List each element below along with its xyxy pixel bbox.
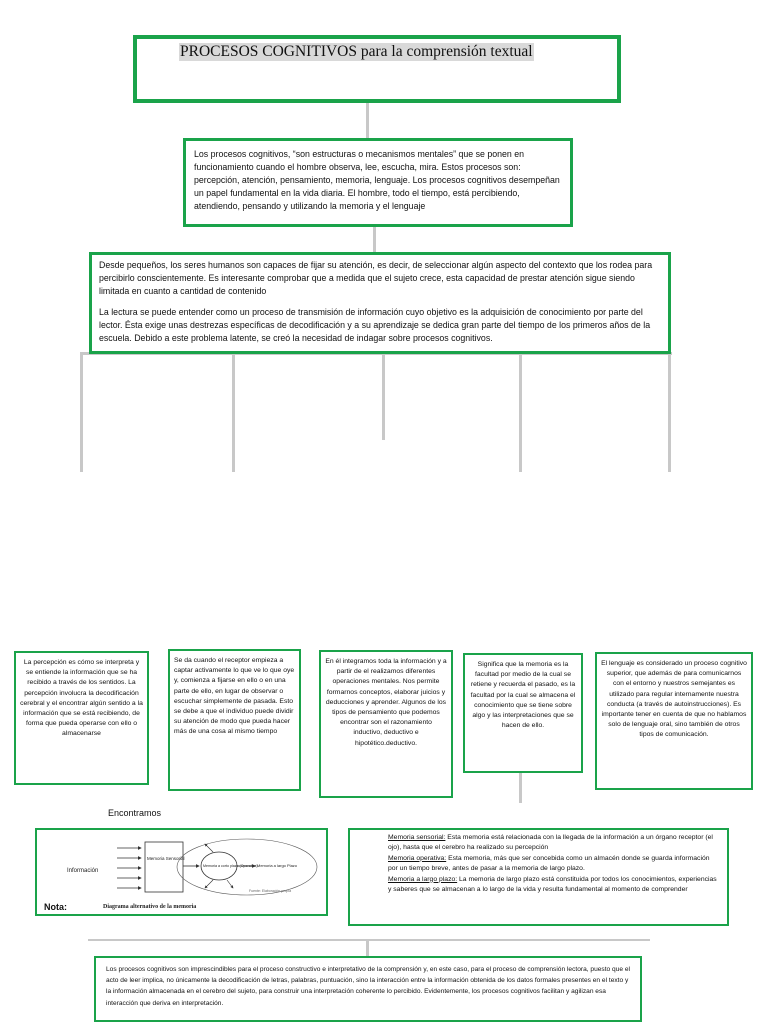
connector-branch-1 xyxy=(80,352,83,472)
connector-bottom-vertical xyxy=(366,939,369,956)
intro-box xyxy=(183,138,573,227)
memory-diagram-box xyxy=(35,828,328,916)
connector-branch-5 xyxy=(668,352,671,472)
perception-box xyxy=(14,651,149,785)
thought-box xyxy=(319,650,453,798)
memory-desc-operativa: Esta memoria, más que ser concebida como un almacén donde se guarda información por un tiempo breve, antes de pasar a la memoria de largo plazo. xyxy=(388,854,710,873)
page-title: PROCESOS COGNITIVOS para la comprensión textual xyxy=(180,43,533,60)
attention-box xyxy=(168,649,301,791)
memory-concept-box xyxy=(463,653,583,773)
connector-memory xyxy=(519,773,522,803)
memory-types-box xyxy=(348,828,729,926)
diagram-longterm-label: Memoria a largo Plazo xyxy=(257,863,298,868)
diagram-sensory-label: Memoria Sensorial xyxy=(147,856,185,861)
diagram-input-label: Información xyxy=(67,868,99,874)
connector-branch-4 xyxy=(519,352,522,472)
memory-type-sensorial xyxy=(388,833,719,854)
nota-label: Nota: xyxy=(44,902,67,912)
connector-branch-3 xyxy=(382,352,385,440)
diagram-arrow-down-right xyxy=(227,880,233,888)
diagram-source: Fuente: Elaboración propia xyxy=(249,889,292,893)
memory-desc-largo-plazo: La memoria de largo plazo está constituida por todos los conocimientos, experiencias y saberes que se almacenan a lo largo de la vida y resulta fundamental al momento de comprender xyxy=(388,875,717,894)
attention-text: Se da cuando el receptor empieza a captar activamente lo que ve lo que oye y, comienza a fijarse en ello o en una parte de ello, en lugar de observar o escuchar simplemente de pasada. Esto se debe a que el individuo puede dividir su atención de modo que pueda hacer más de una cosa al mismo tiempo xyxy=(174,657,295,736)
memory-diagram xyxy=(37,830,326,914)
title-box xyxy=(133,35,621,103)
description-paragraph-1: Desde pequeños, los seres humanos son capaces de fijar su atención, es decir, de seleccionar algún aspecto del contexto que los rodea para percibirlo conscientemente. Es interesante comprobar que a medida que el sujeto crece, esta capacidad de prestar atención sigue siendo limitada en cuanto a cantidad de contenido xyxy=(99,260,653,296)
encontramos-label: Encontramos xyxy=(108,808,162,818)
memory-type-largo-plazo xyxy=(388,875,719,896)
diagram-caption: Diagrama alternativo de la memoria xyxy=(103,904,197,910)
connector-title-intro xyxy=(366,103,369,138)
diagram-operative-label: Memoria a corto plazo (Operativa) xyxy=(203,864,258,868)
memory-term-sensorial: Memoria sensorial: xyxy=(388,834,446,841)
conclusion-box xyxy=(94,956,642,1022)
memory-concept-text: Significa que la memoria es la facultad por medio de la cual se retiene y recuerda el pasado, es la facultad por la cual se almacena el conocimiento que se tiene sobre algo y las interpretaciones que se hacen de ello. xyxy=(470,661,576,730)
memory-type-operativa xyxy=(388,854,719,875)
description-box xyxy=(89,252,671,354)
language-text: El lenguaje es considerado un proceso cognitivo superior, que además de para comunicarnos con el entorno y nuestros semejantes es utilizado para regular internamente nuestra conducta (a través de autoinstrucciones). Es importante tener en cuenta de que no hablamos solo de lenguaje oral, sino también de otros tipos de comunicación. xyxy=(601,660,747,739)
diagram-arrow-down-left xyxy=(205,880,213,888)
diagram-arrow-up-left xyxy=(205,844,213,852)
connector-bottom-horizontal xyxy=(88,939,650,941)
memory-desc-sensorial: Esta memoria está relacionada con la llegada de la información a un órgano receptor (el ojo), hasta que el cerebro ha realizado su percepción xyxy=(388,834,713,852)
thought-text: En él integramos toda la información y a partir de el realizamos diferentes operaciones mentales. Nos permite formarnos conceptos, elaborar juicios y deducciones y aprender. Algunos de los tipos de pensamiento que podemos encontrar son el razonamiento inductivo, deductivo e hipotético.deductivo. xyxy=(325,658,447,747)
language-box xyxy=(595,652,753,790)
memory-term-operativa: Memoria operativa: xyxy=(388,854,447,862)
conclusion-text: Los procesos cognitivos son imprescindibles para el proceso constructivo e interpretativo de la comprensión y, en este caso, para el proceso de comprensión lectora, puesto que el acto de leer implica, no únicamente la decodificación de letras, palabras, puntuación, sino la interacción entre la información obtenida de los datos formales presentes en el texto y la información almacenada en el cerebro del sujeto, para construir una interpretación coherente lo percibido. Evidentemente, los procesos cognitivos facilitan y agilizan esa interacción que deriva en interpretación. xyxy=(106,966,630,1007)
memory-term-largo-plazo: Memoria a largo plazo: xyxy=(388,875,458,883)
connector-intro-desc xyxy=(373,227,376,252)
description-paragraph-2: La lectura se puede entender como un proceso de transmisión de información cuyo objetivo es la adquisición de conocimiento por parte del lector. Ésta exige unas destrezas específicas de decodificación y a su aprendizaje se dedica gran parte del tiempo de los primeros años de la escuela. Debido a este problema latente, se creó la necesidad de indagar sobre procesos cognitivos. xyxy=(99,307,651,343)
connector-branch-2 xyxy=(232,352,235,472)
perception-text: La percepción es cómo se interpreta y se entiende la información que se ha recibido a través de los sentidos. La percepción involucra la decodificación cerebral y el encontrar algún sentido a la información que se está recibiendo, de forma que pueda operarse con ello o almacenarse xyxy=(20,659,143,738)
intro-text: Los procesos cognitivos, “son estructuras o mecanismos mentales” que se ponen en funcionamiento cuando el hombre observa, lee, escucha, mira. Estos procesos son: percepción, atención, pensamiento, memoria, lenguaje. Los procesos cognitivos desempeñan un papel fundamental en la vida diaria. El hombre, todo el tiempo, está percibiendo, atendiendo, pensando y utilizando la memoria y el lenguaje xyxy=(194,149,560,211)
